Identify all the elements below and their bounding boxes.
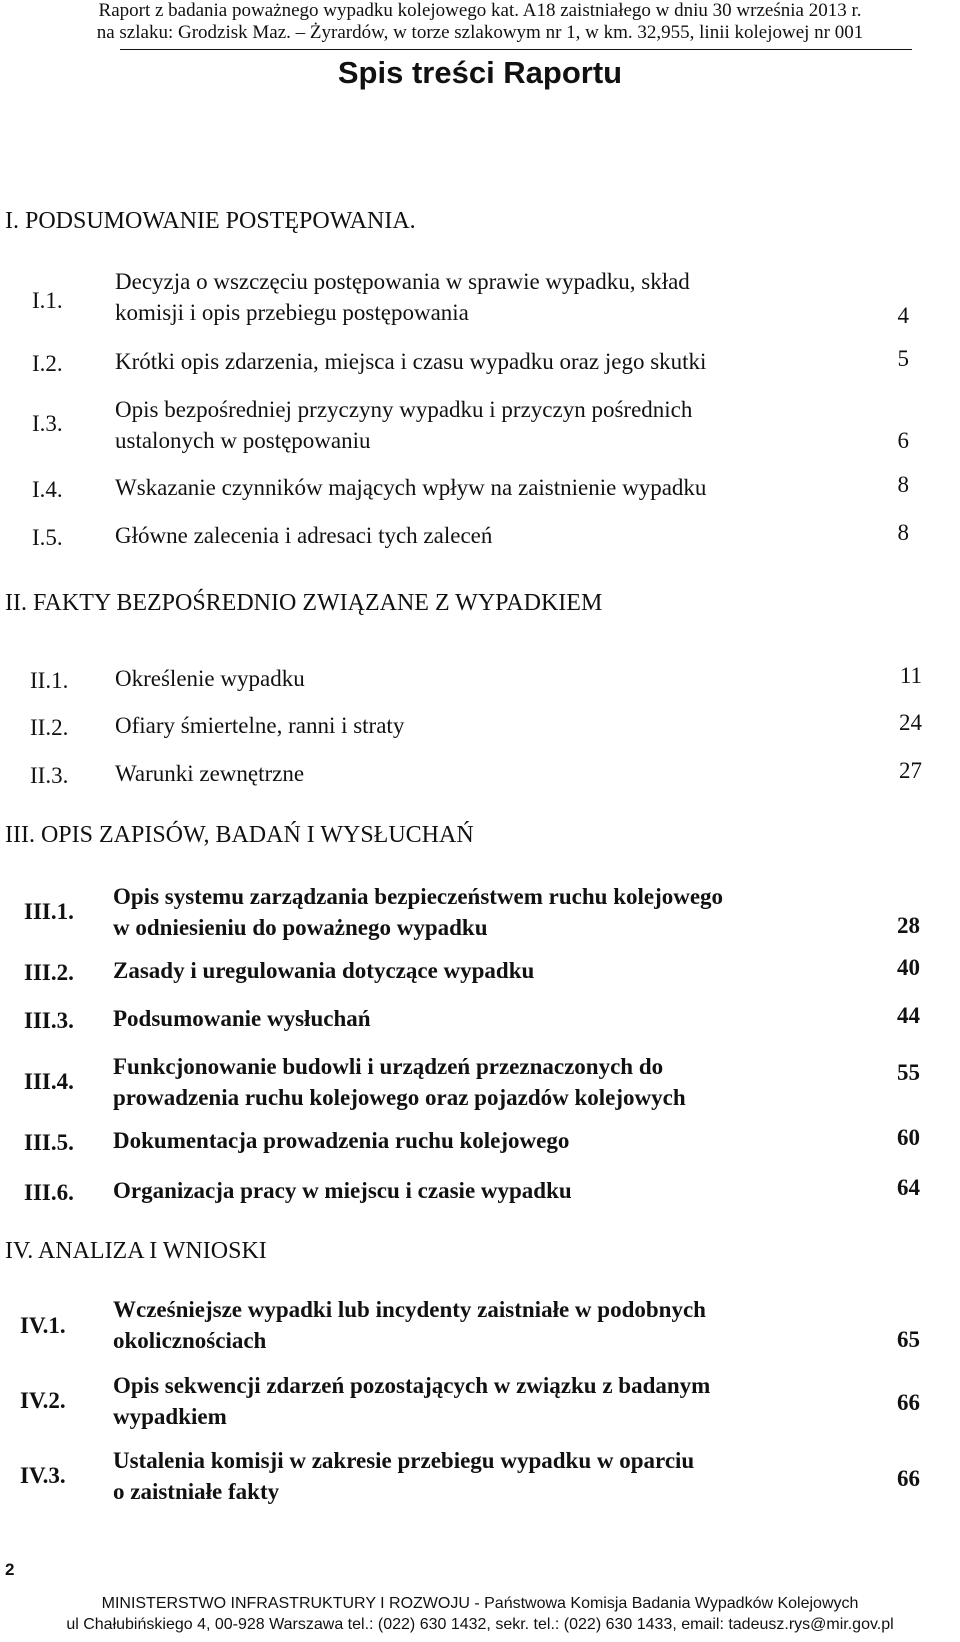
- toc-page-number: 8: [897, 472, 909, 497]
- toc-number: I.3.: [32, 411, 63, 436]
- toc-entry-line: Wcześniejsze wypadki lub incydenty zaistniałe w podobnych: [113, 1297, 706, 1322]
- toc-page-number: 64: [897, 1175, 920, 1200]
- toc-entry-line: Funkcjonowanie budowli i urządzeń przeznaczonych do: [113, 1054, 664, 1079]
- report-header-line-2: na szlaku: Grodzisk Maz. – Żyrardów, w torze szlakowym nr 1, w km. 32,955, linii kolejowej nr 001: [96, 22, 864, 43]
- toc-number: III.6.: [24, 1180, 74, 1205]
- section-heading-3: III. OPIS ZAPISÓW, BADAŃ I WYSŁUCHAŃ: [5, 822, 474, 848]
- section-heading-1: I. PODSUMOWANIE POSTĘPOWANIA.: [5, 208, 416, 234]
- toc-entry-text: [113, 1445, 694, 1507]
- toc-entry-line: Krótki opis zdarzenia, miejsca i czasu wypadku oraz jego skutki: [115, 349, 707, 374]
- toc-entry-line: Ustalenia komisji w zakresie przebiegu wypadku w oparciu: [113, 1448, 695, 1473]
- toc-number: IV.1.: [20, 1313, 66, 1338]
- page-title: Spis treści Raportu: [337, 55, 623, 90]
- toc-entry-line: Podsumowanie wysłuchań: [113, 1006, 371, 1031]
- toc-entry-text: [115, 394, 692, 456]
- toc-entry-line: Określenie wypadku: [115, 666, 305, 691]
- toc-entry-text: [113, 1175, 572, 1206]
- toc-number: III.3.: [24, 1008, 74, 1033]
- toc-page-number: 28: [897, 913, 920, 938]
- toc-entry-line: Decyzja o wszczęciu postępowania w sprawie wypadku, skład: [115, 269, 690, 294]
- toc-entry-line: Organizacja pracy w miejscu i czasie wypadku: [113, 1178, 572, 1203]
- toc-page-number: 27: [899, 758, 922, 783]
- toc-entry-line: ustalonych w postępowaniu: [115, 428, 371, 453]
- toc-entry-line: w odniesieniu do poważnego wypadku: [113, 915, 488, 940]
- toc-number: II.3.: [30, 763, 69, 788]
- toc-entry-line: Opis sekwencji zdarzeń pozostających w związku z badanym: [113, 1373, 711, 1398]
- section-heading-2: II. FAKTY BEZPOŚREDNIO ZWIĄZANE Z WYPADKIEM: [5, 590, 603, 616]
- toc-number: III.5.: [24, 1130, 74, 1155]
- toc-entry-line: Warunki zewnętrzne: [115, 761, 305, 786]
- toc-entry-line: Zasady i uregulowania dotyczące wypadku: [113, 958, 535, 983]
- toc-number: II.1.: [30, 668, 69, 693]
- toc-number: I.4.: [32, 477, 63, 502]
- toc-page-number: 55: [897, 1060, 920, 1085]
- toc-entry-line: Opis systemu zarządzania bezpieczeństwem ruchu kolejowego: [113, 884, 724, 909]
- toc-page-number: 66: [897, 1466, 920, 1491]
- toc-entry-text: [113, 1003, 371, 1034]
- toc-entry-text: [113, 881, 723, 943]
- toc-number: III.1.: [24, 899, 74, 924]
- toc-entry-text: [115, 346, 706, 377]
- footer-line-2: ul Chałubińskiego 4, 00-928 Warszawa tel.: (022) 630 1432, sekr. tel.: (022) 630 1433, email: tadeusz.rys@mir.gov.pl: [66, 1616, 894, 1633]
- toc-number: IV.3.: [20, 1463, 66, 1488]
- toc-number: I.2.: [32, 351, 63, 376]
- toc-entry-line: wypadkiem: [113, 1404, 227, 1429]
- toc-entry-line: Dokumentacja prowadzenia ruchu kolejowego: [113, 1128, 570, 1153]
- toc-entry-line: okolicznościach: [113, 1328, 267, 1353]
- toc-number: III.4.: [24, 1069, 74, 1094]
- toc-entry-line: Główne zalecenia i adresaci tych zaleceń: [115, 523, 493, 548]
- toc-page-number: 11: [899, 663, 922, 688]
- toc-entry-text: [113, 1294, 706, 1356]
- toc-number: I.1.: [32, 288, 63, 313]
- toc-page-number: 66: [897, 1390, 920, 1415]
- toc-page-number: 6: [897, 428, 909, 453]
- toc-entry-line: komisji i opis przebiegu postępowania: [115, 300, 469, 325]
- toc-page-number: 40: [897, 955, 920, 980]
- toc-entry-text: [115, 520, 492, 551]
- toc-entry-line: prowadzenia ruchu kolejowego oraz pojazdów kolejowych: [113, 1085, 686, 1110]
- toc-page-number: 4: [897, 303, 909, 328]
- toc-page-number: 24: [899, 710, 922, 735]
- toc-entry-text: [113, 1370, 710, 1432]
- toc-entry-text: [115, 758, 304, 789]
- section-heading-4: IV. ANALIZA I WNIOSKI: [5, 1238, 267, 1264]
- toc-entry-text: [115, 472, 706, 503]
- toc-page-number: 5: [897, 346, 909, 371]
- toc-entry-text: [113, 1051, 686, 1113]
- toc-number: IV.2.: [20, 1388, 66, 1413]
- header-divider: [120, 49, 912, 50]
- toc-entry-line: o zaistniałe fakty: [113, 1479, 280, 1504]
- footer-line-1: MINISTERSTWO INFRASTRUKTURY I ROZWOJU - Państwowa Komisja Badania Wypadków Kolejowych: [101, 1595, 859, 1612]
- toc-number: I.5.: [32, 525, 63, 550]
- toc-entry-text: [113, 1125, 569, 1156]
- page-number: 2: [5, 1560, 15, 1579]
- toc-entry-text: [115, 266, 690, 328]
- report-header-line-1: Raport z badania poważnego wypadku kolejowego kat. A18 zaistniałego w dniu 30 września 2013 r.: [98, 0, 862, 21]
- toc-entry-line: Ofiary śmiertelne, ranni i straty: [115, 713, 405, 738]
- toc-number: II.2.: [30, 715, 69, 740]
- toc-entry-text: [115, 710, 404, 741]
- toc-entry-line: Wskazanie czynników mających wpływ na zaistnienie wypadku: [115, 475, 707, 500]
- toc-page-number: 8: [897, 520, 909, 545]
- toc-page-number: 44: [897, 1003, 920, 1028]
- toc-page-number: 60: [897, 1125, 920, 1150]
- toc-entry-line: Opis bezpośredniej przyczyny wypadku i przyczyn pośrednich: [115, 397, 693, 422]
- toc-number: III.2.: [24, 960, 74, 985]
- toc-entry-text: [113, 955, 534, 986]
- toc-entry-text: [115, 663, 305, 694]
- toc-page-number: 65: [897, 1327, 920, 1352]
